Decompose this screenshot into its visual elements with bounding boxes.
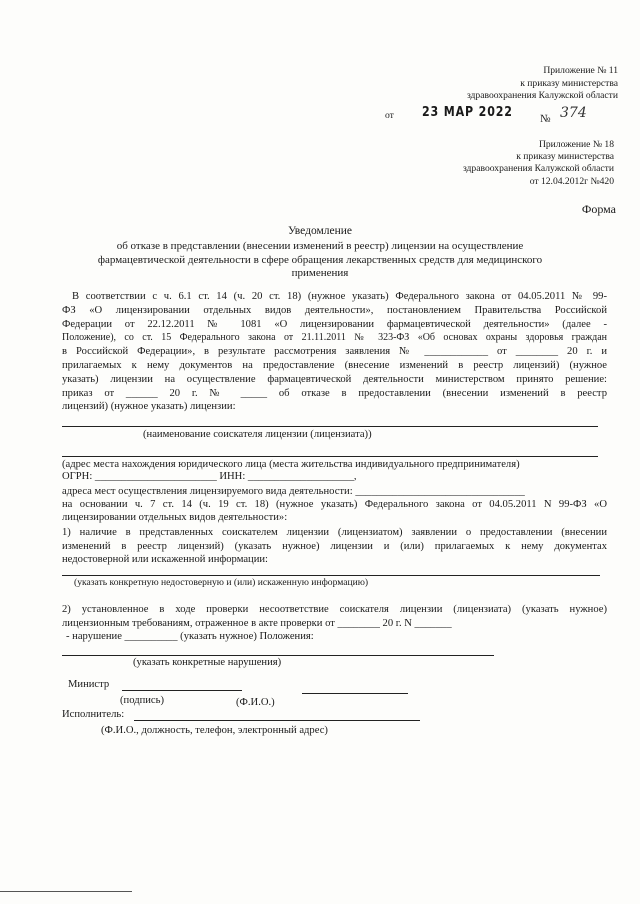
executor-line[interactable] — [134, 720, 420, 721]
fio-caption: (Ф.И.О.) — [236, 697, 275, 708]
address-line[interactable] — [62, 456, 598, 457]
violations-caption: (указать конкретные нарушения) — [133, 657, 282, 668]
body-line-9: лицензий) (нужное указать) лицензии: — [62, 401, 236, 412]
appendix-order-ref: к приказу министерства — [520, 78, 618, 89]
order-number-label: № — [540, 113, 551, 125]
appendix2-number: Приложение № 18 — [538, 139, 614, 150]
minister-fio-line[interactable] — [302, 693, 408, 694]
order-date-prefix: от — [385, 110, 394, 121]
appendix2-ministry: здравоохранения Калужской области — [462, 163, 614, 174]
applicant-name-line[interactable] — [62, 426, 598, 427]
ogrn-inn-fields: ОГРН: _______________________ ИНН: ____________________, — [62, 471, 357, 482]
order-date-stamp: 23 МАР 2022 — [422, 105, 513, 120]
scan-edge-line — [0, 891, 132, 892]
reason1-info-line[interactable] — [62, 575, 600, 576]
appendix-ministry: здравоохранения Калужской области — [466, 90, 618, 101]
basis-line-1: на основании ч. 7 ст. 14 (ч. 19 ст. 18) (нужное указать) Федерального закона от 04.05.2011 N 99-ФЗ «О — [62, 499, 607, 510]
body-line-1: В соответствии с ч. 6.1 ст. 14 (ч. 20 ст. 18) (нужное указать) Федерального закона от 04.05.2011 № 99- — [72, 291, 607, 302]
body-line-7: указать) лицензии на осуществление фармацевтической деятельности министерством принято решение: — [62, 374, 607, 385]
basis-line-2: лицензировании отдельных видов деятельности»: — [62, 512, 288, 523]
reason2-line-3: - нарушение __________ (указать нужное) Положения: — [66, 631, 314, 642]
document-title: Уведомление — [287, 225, 353, 237]
reason1-caption: (указать конкретную недостоверную и (или) искаженную информацию) — [74, 577, 369, 588]
reason2-line-1: 2) установленное в ходе проверки несоответствие соискателя лицензии (лицензиата) (указать нужное) — [62, 604, 607, 615]
reason2-line-2: лицензионным требованиям, отраженное в акте проверки от ________ 20 г. N _______ — [62, 618, 452, 629]
minister-label: Министр — [68, 679, 110, 690]
executor-label: Исполнитель: — [62, 709, 125, 720]
body-line-4: Положение), со ст. 15 Федерального закона от 21.11.2011 № 323-ФЗ «Об основах охраны здоровья граждан — [62, 332, 607, 343]
reason1-line-3: недостоверной или искаженной информации: — [62, 554, 268, 565]
body-line-8: приказ от ______ 20 г. № _____ об отказе в предоставлении (внесении изменений в реестр — [62, 388, 607, 399]
violations-line[interactable] — [62, 655, 494, 656]
reason1-line-2: изменений в реестр лицензий) (указать нужное) лицензии и (или) прилагаемых к нему документах — [62, 541, 607, 552]
reason1-line-1: 1) наличие в представленных соискателем лицензии (лицензиатом) заявлении о предоставлении (внесении — [62, 527, 607, 538]
minister-signature-line[interactable] — [122, 690, 242, 691]
body-line-6: прилагаемых к нему документов на предоставление (внесение изменений в реестр лицензий) (нужное — [62, 360, 607, 371]
form-label: Форма — [581, 202, 616, 216]
signature-caption: (подпись) — [120, 695, 164, 706]
appendix2-order-ref: к приказу министерства — [516, 151, 614, 162]
address-caption: (адрес места нахождения юридического лица (места жительства индивидуального предпринимателя) — [62, 459, 520, 470]
executor-caption: (Ф.И.О., должность, телефон, электронный адрес) — [101, 725, 328, 736]
body-line-3: Федерации от 22.12.2011 № 1081 «О лицензировании фармацевтической деятельности» (далее - — [62, 319, 607, 330]
document-subtitle-line1: об отказе в представлении (внесении изменений в реестр) лицензии на осуществление — [116, 240, 524, 252]
document-subtitle-line2: фармацевтической деятельности в сфере обращения лекарственных средств для медицинского — [97, 254, 543, 266]
body-line-2: ФЗ «О лицензировании отдельных видов деятельности», постановлением Правительства Российской — [62, 305, 607, 316]
activity-address-field: адреса мест осуществления лицензируемого вида деятельности: ________________________________ — [62, 486, 525, 497]
appendix-number: Приложение № 11 — [543, 65, 618, 76]
document-subtitle-line3: применения — [291, 267, 349, 279]
order-number-handwritten: 374 — [560, 105, 587, 121]
applicant-name-caption: (наименование соискателя лицензии (лицензиата)) — [143, 429, 372, 440]
body-line-5: в Российской Федерации», в результате рассмотрения заявления № ____________ от ________ 20 г. и — [62, 346, 607, 357]
appendix2-date-number: от 12.04.2012г №420 — [529, 176, 614, 187]
